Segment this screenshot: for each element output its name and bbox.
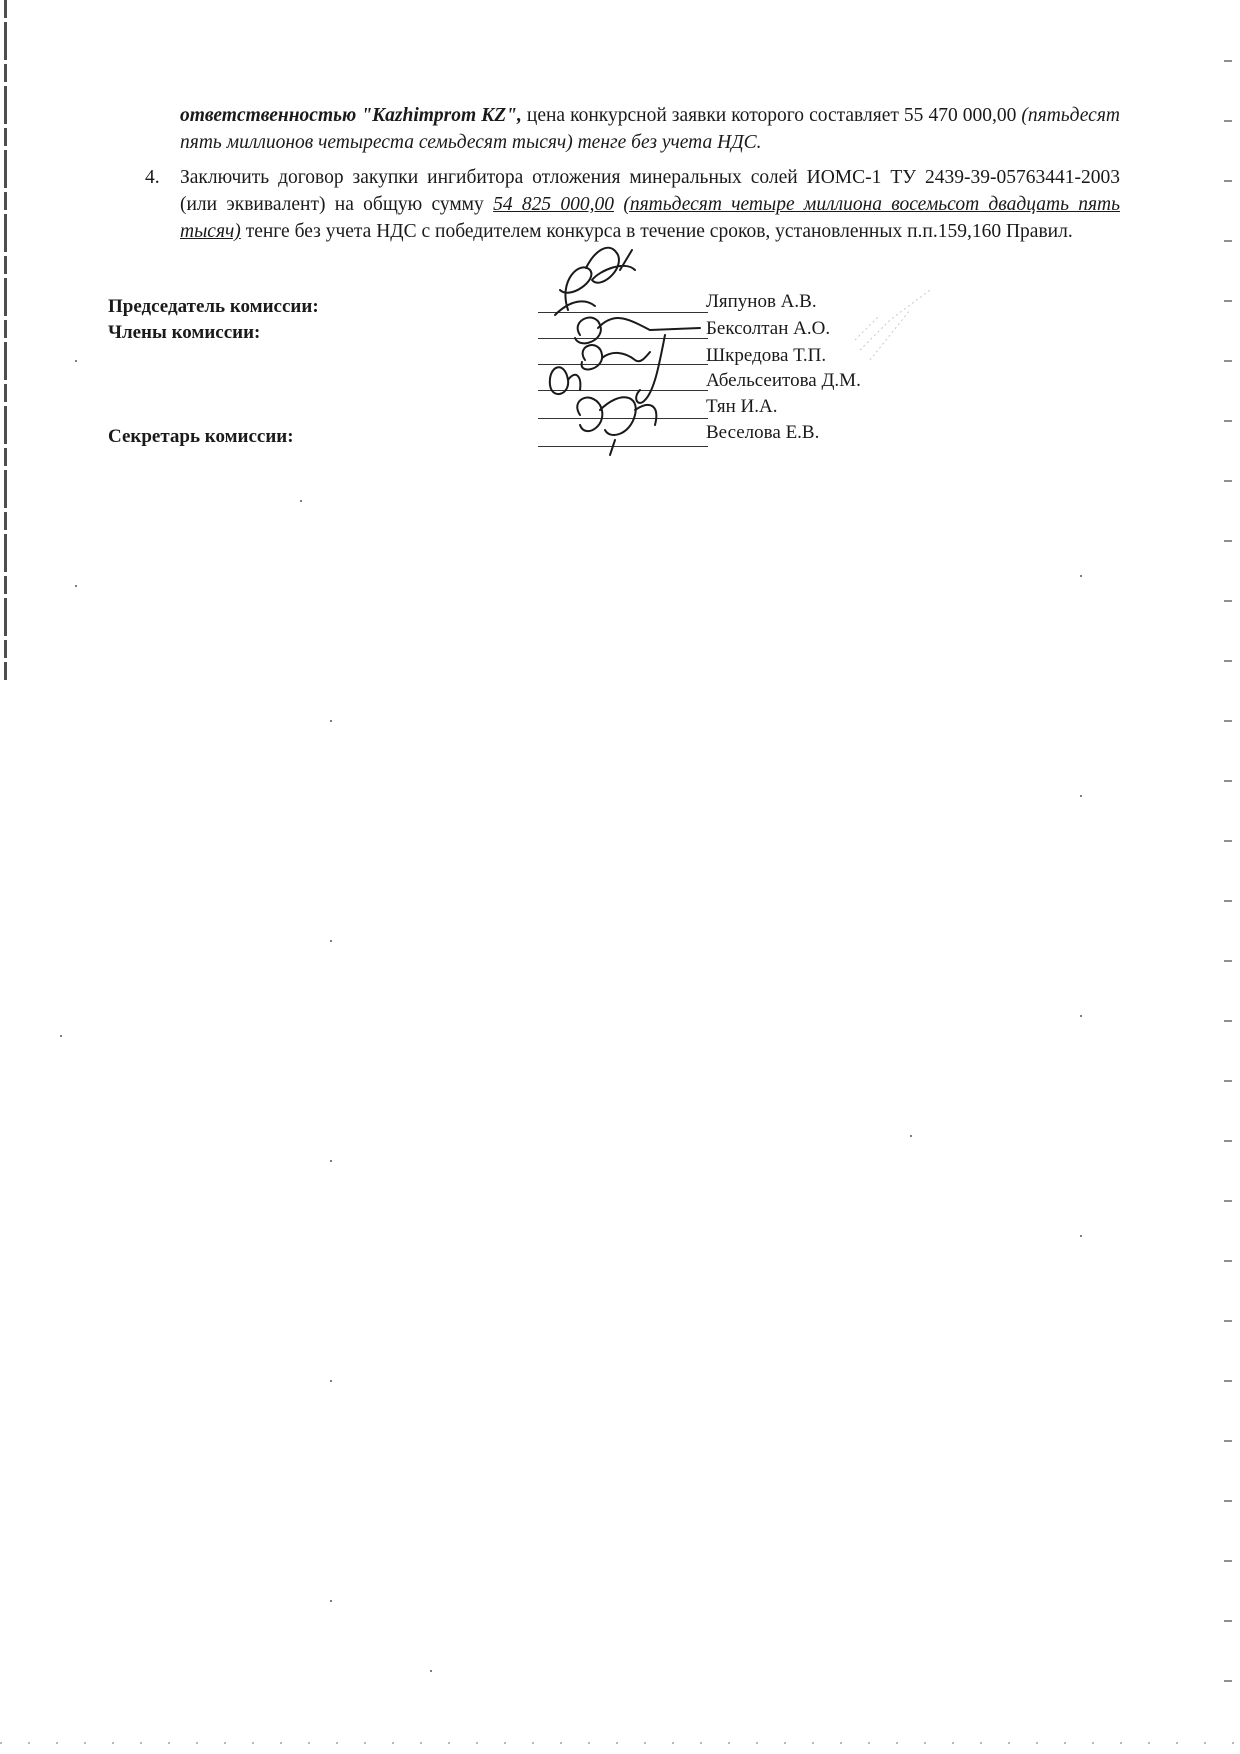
bid-price-words: (пятьдесят пять миллионов четыреста семьдесят тысяч) bbox=[180, 105, 1120, 153]
scan-speck bbox=[1080, 1235, 1082, 1237]
bid-price-text: цена конкурсной заявки которого составляет 55 470 000,00 bbox=[521, 105, 1022, 126]
signatory-name: Веселова Е.В. bbox=[706, 422, 820, 443]
scan-edge-marks-bottom bbox=[0, 1742, 1240, 1744]
scan-speck bbox=[60, 1035, 62, 1037]
bid-price-tail: тенге без учета НДС. bbox=[572, 132, 762, 153]
scan-speck bbox=[330, 1380, 332, 1382]
scan-speck bbox=[75, 585, 77, 587]
scan-speck bbox=[75, 360, 77, 362]
scan-speck bbox=[330, 1600, 332, 1602]
signatory-name: Тян И.А. bbox=[706, 396, 778, 417]
item-number: 4. bbox=[145, 167, 160, 188]
item-4-text: Заключить договор закупки ингибитора отложения минеральных солей ИОМС-1 ТУ 2439-39-05763441-2003 (или эквивалент) на общую сумму bbox=[180, 167, 1120, 215]
signatory-name: Абельсеитова Д.М. bbox=[706, 370, 861, 391]
company-name: ответственностью "Kazhimprom KZ", bbox=[180, 105, 522, 126]
scan-speck bbox=[430, 1670, 432, 1672]
scan-edge-marks-right bbox=[1224, 40, 1232, 1720]
item-4-paragraph bbox=[180, 164, 1120, 245]
scan-speck bbox=[330, 940, 332, 942]
handwritten-signatures bbox=[540, 240, 840, 470]
scan-speck bbox=[910, 1135, 912, 1137]
signatory-name: Шкредова Т.П. bbox=[706, 345, 827, 366]
contract-sum: 54 825 000,00 bbox=[493, 194, 615, 215]
faded-stamp-mark bbox=[850, 280, 940, 370]
paragraph-continuation bbox=[180, 102, 1120, 156]
contract-sum-words: (пятьдесят четыре миллиона восемьсот двадцать пять тысяч) bbox=[180, 194, 1121, 242]
spacer bbox=[614, 194, 623, 215]
secretary-label: Секретарь комиссии: bbox=[108, 426, 294, 447]
members-label: Члены комиссии: bbox=[108, 322, 261, 343]
chair-label: Председатель комиссии: bbox=[108, 296, 319, 317]
item-4-tail: тенге без учета НДС с победителем конкурса в течение сроков, установленных п.п.159,160 Правил. bbox=[240, 221, 1073, 242]
scan-speck bbox=[300, 500, 302, 502]
scan-speck bbox=[330, 1160, 332, 1162]
scan-speck bbox=[1080, 1015, 1082, 1017]
scan-speck bbox=[330, 720, 332, 722]
scan-edge-marks-left bbox=[4, 0, 7, 680]
scan-speck bbox=[1080, 575, 1082, 577]
signatory-name: Ляпунов А.В. bbox=[706, 291, 817, 312]
signatory-name: Бексолтан А.О. bbox=[706, 318, 831, 339]
scan-speck bbox=[1080, 795, 1082, 797]
